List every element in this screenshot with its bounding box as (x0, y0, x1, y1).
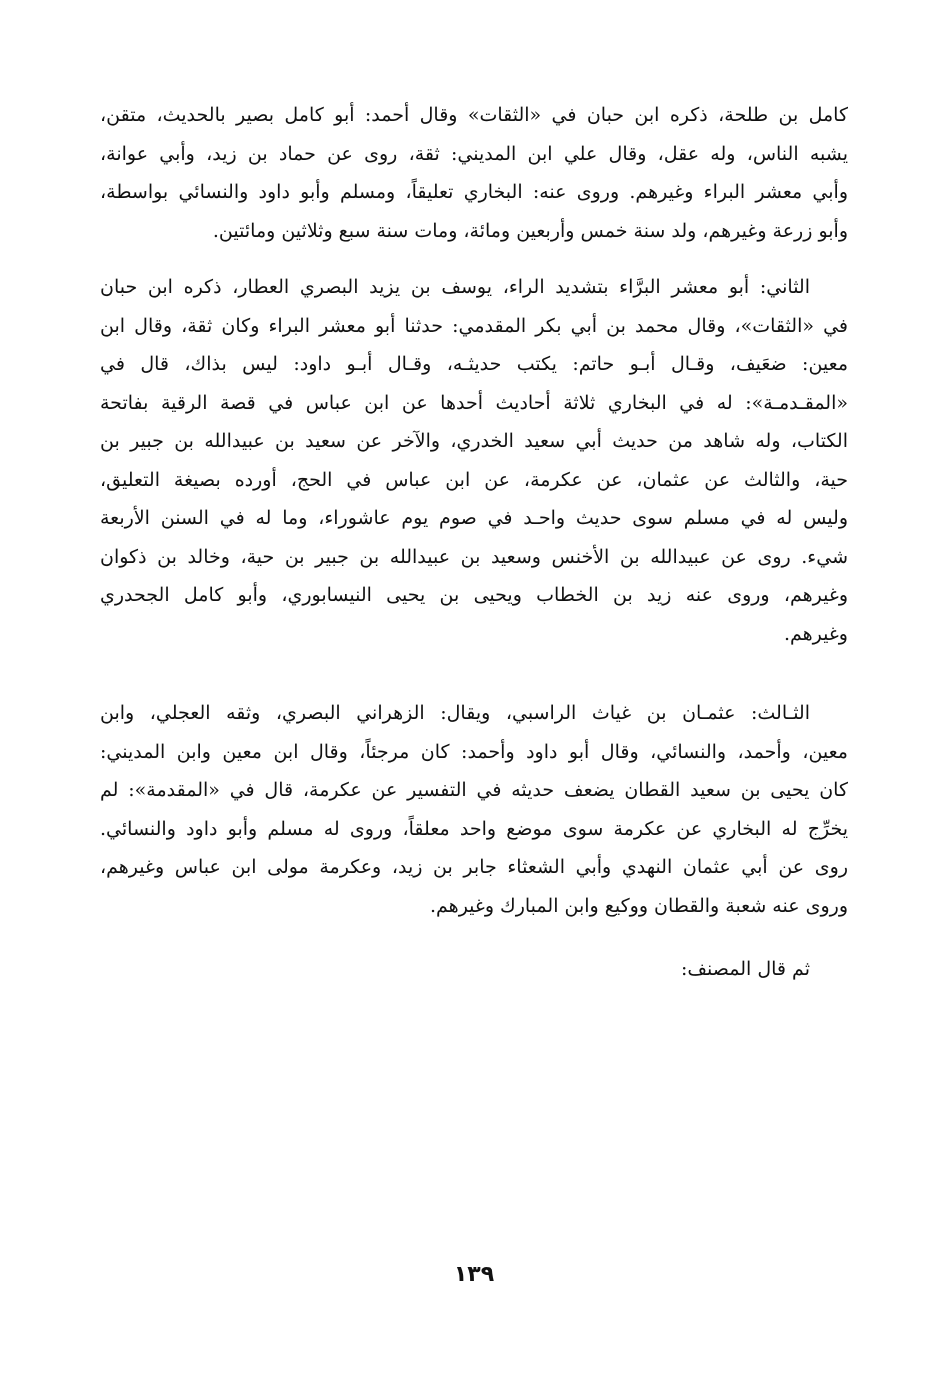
text-line: وغيرهم، وروى عنه زيد بن الخطاب ويحيى بن يحيى النيسابوري، وأبو كامل الجحدري (100, 584, 848, 606)
text-line: معين، وأحمد، والنسائي، وقال أبو داود وأحمد: كان مرجئاً، وقال ابن معين وابن المديني: (100, 740, 848, 763)
text-line: وغيرهم. (783, 622, 848, 645)
closing-line-block (100, 950, 848, 989)
text-line: شيء. روى عن عبيدالله بن الأخنس وسعيد بن عبيدالله بن جبير بن حية، وخالد بن ذكوان (100, 545, 848, 568)
paragraph-1 (100, 96, 848, 250)
text-line: يشبه الناس، وله عقل، وقال علي ابن المديني: ثقة، روى عن حماد بن زيد، وأبي عوانة، (100, 142, 848, 165)
text-line: الثـالث: عثمـان بن غياث الراسبي، ويقال: الزهراني البصري، وثقه العجلي، وابن (100, 702, 810, 724)
text-line: حية، والثالث عن عثمان، عن عكرمة، عن ابن عباس في الحج، أورده بصيغة التعليق، (100, 468, 848, 491)
text-line: وأبي معشر البراء وغيرهم. وروى عنه: البخاري تعليقاً، ومسلم وأبو داود والنسائي بواسطة، (100, 181, 848, 203)
text-line: وروى عنه شعبة والقطان ووكيع وابن المبارك وغيرهم. (429, 894, 848, 917)
text-line: وأبو زرعة وغيرهم، ولد سنة خمس وأربعين ومائة، ومات سنة سبع وثلاثين ومائتين. (212, 219, 848, 242)
paragraph-2 (100, 268, 848, 653)
text-line: الثاني: أبو معشر البرَّاء بتشديد الراء، يوسف بن يزيد البصري العطار، ذكره ابن حبان (100, 276, 810, 298)
text-line: كان يحيى بن سعيد القطان يضعف حديثه في التفسير عن عكرمة، قال في «المقدمة»: لم (100, 779, 848, 801)
text-line: معين: ضعَيف، وقـال أبـو حاتم: يكتب حديثـه، وقـال أبـو داود: ليس بذاك، قال في (100, 353, 848, 375)
closing-line: ثم قال المصنف: (680, 958, 810, 980)
text-line: «المقـدمـة»: له في البخاري ثلاثة أحاديث أحدها عن ابن عباس في قصة الرقية بفاتحة (100, 391, 848, 414)
text-line: الكتاب، وله شاهد من حديث أبي سعيد الخدري، والآخر عن سعيد بن عبيدالله بن جبير بن (100, 430, 848, 452)
text-line: في «الثقات»، وقال محمد بن أبي بكر المقدمي: حدثنا أبو معشر البراء وكان ثقة، وقال ابن (100, 314, 848, 337)
text-line: يخرِّج له البخاري عن عكرمة سوى موضع واحد معلقاً، وروى له مسلم وأبو داود والنسائي. (100, 817, 848, 840)
text-line: كامل بن طلحة، ذكره ابن حبان في «الثقات» وقال أحمد: أبو كامل بصير بالحديث، متقن، (100, 104, 848, 126)
text-line: روى عن أبي عثمان النهدي وأبي الشعثاء جابر بن زيد، وعكرمة مولى ابن عباس وغيرهم، (100, 856, 848, 878)
page-number: ١٣٩ (453, 1262, 495, 1287)
paragraph-3 (100, 694, 848, 925)
text-line: وليس له في مسلم سوى حديث واحـد في صوم يوم عاشوراء، وما له في السنن الأربعة (100, 507, 848, 529)
